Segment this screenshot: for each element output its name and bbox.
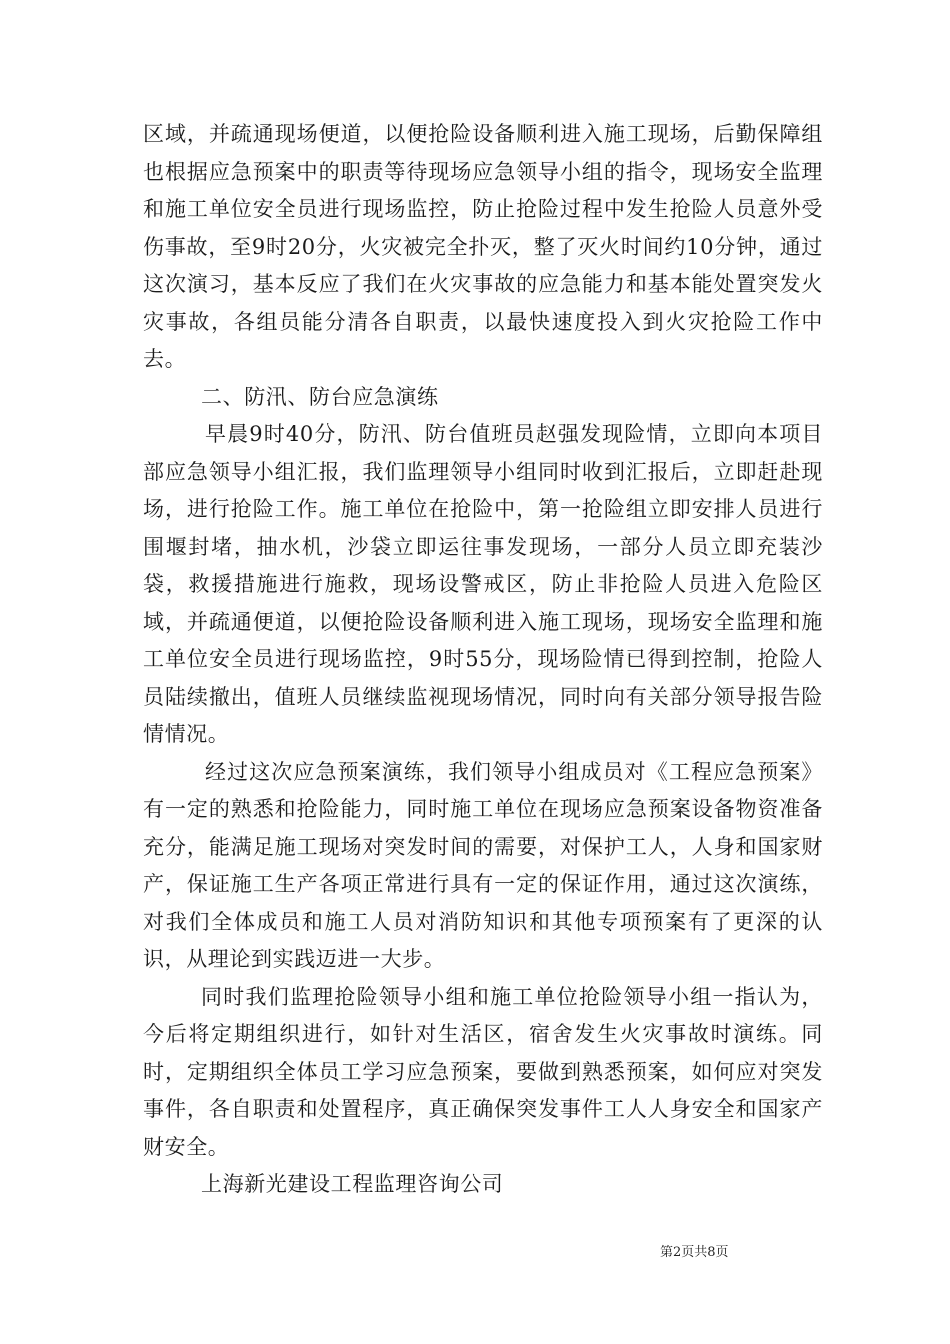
page-number: 第2页共8页 [660, 1245, 729, 1260]
signature-company: 上海新光建设工程监理咨询公司 [201, 1172, 504, 1196]
paragraph-flood-drill: 早晨9时40分，防汛、防台值班员赵强发现险情，立即向本项目部应急领导小组汇报，我们监理领导小组同时收到汇报后，立即赶赴现场，进行抢险工作。施工单位在抢险中，第一抢险组立即安排人员进行围堰封堵，抽水机，沙袋立即运往事发现场，一部分人员立即充装沙袋，救援措施进行施救，现场设警戒区，防止非抢险人员进入危险区域，并疏通便道，以便抢险设备顺利进入施工现场，现场安全监理和施工单位安全员进行现场监控，9时55分，现场险情已得到控制，抢险人员陆续撤出，值班人员继续监视现场情况，同时向有关部分领导报告险情情况。 [143, 422, 823, 746]
document-body [143, 116, 823, 1204]
paragraph-future-plan: 同时我们监理抢险领导小组和施工单位抢险领导小组一指认为，今后将定期组织进行，如针对生活区，宿舍发生火灾事故时演练。同时，定期组织全体员工学习应急预案，要做到熟悉预案，如何应对突发事件，各自职责和处置程序，真正确保突发事件工人人身安全和国家产财安全。 [143, 984, 823, 1159]
paragraph-drill-summary: 经过这次应急预案演练，我们领导小组成员对《工程应急预案》有一定的熟悉和抢险能力，同时施工单位在现场应急预案设备物资准备充分，能满足施工现场对突发时间的需要，对保护工人，人身和国家财产，保证施工生产各项正常进行具有一定的保证作用，通过这次演练，对我们全体成员和施工人员对消防知识和其他专项预案有了更深的认识，从理论到实践迈进一大步。 [143, 759, 823, 971]
paragraph-fire-drill-conclusion: 区域，并疏通现场便道，以便抢险设备顺利进入施工现场，后勤保障组也根据应急预案中的职责等待现场应急领导小组的指令，现场安全监理和施工单位安全员进行现场监控，防止抢险过程中发生抢险人员意外受伤事故，至9时20分，火灾被完全扑灭，整了灭火时间约10分钟，通过这次演习，基本反应了我们在火灾事故的应急能力和基本能处置突发火灾事故，各组员能分清各自职责，以最快速度投入到火灾抢险工作中去。 [143, 122, 823, 371]
section-heading-flood-drill: 二、防汛、防台应急演练 [201, 384, 439, 409]
